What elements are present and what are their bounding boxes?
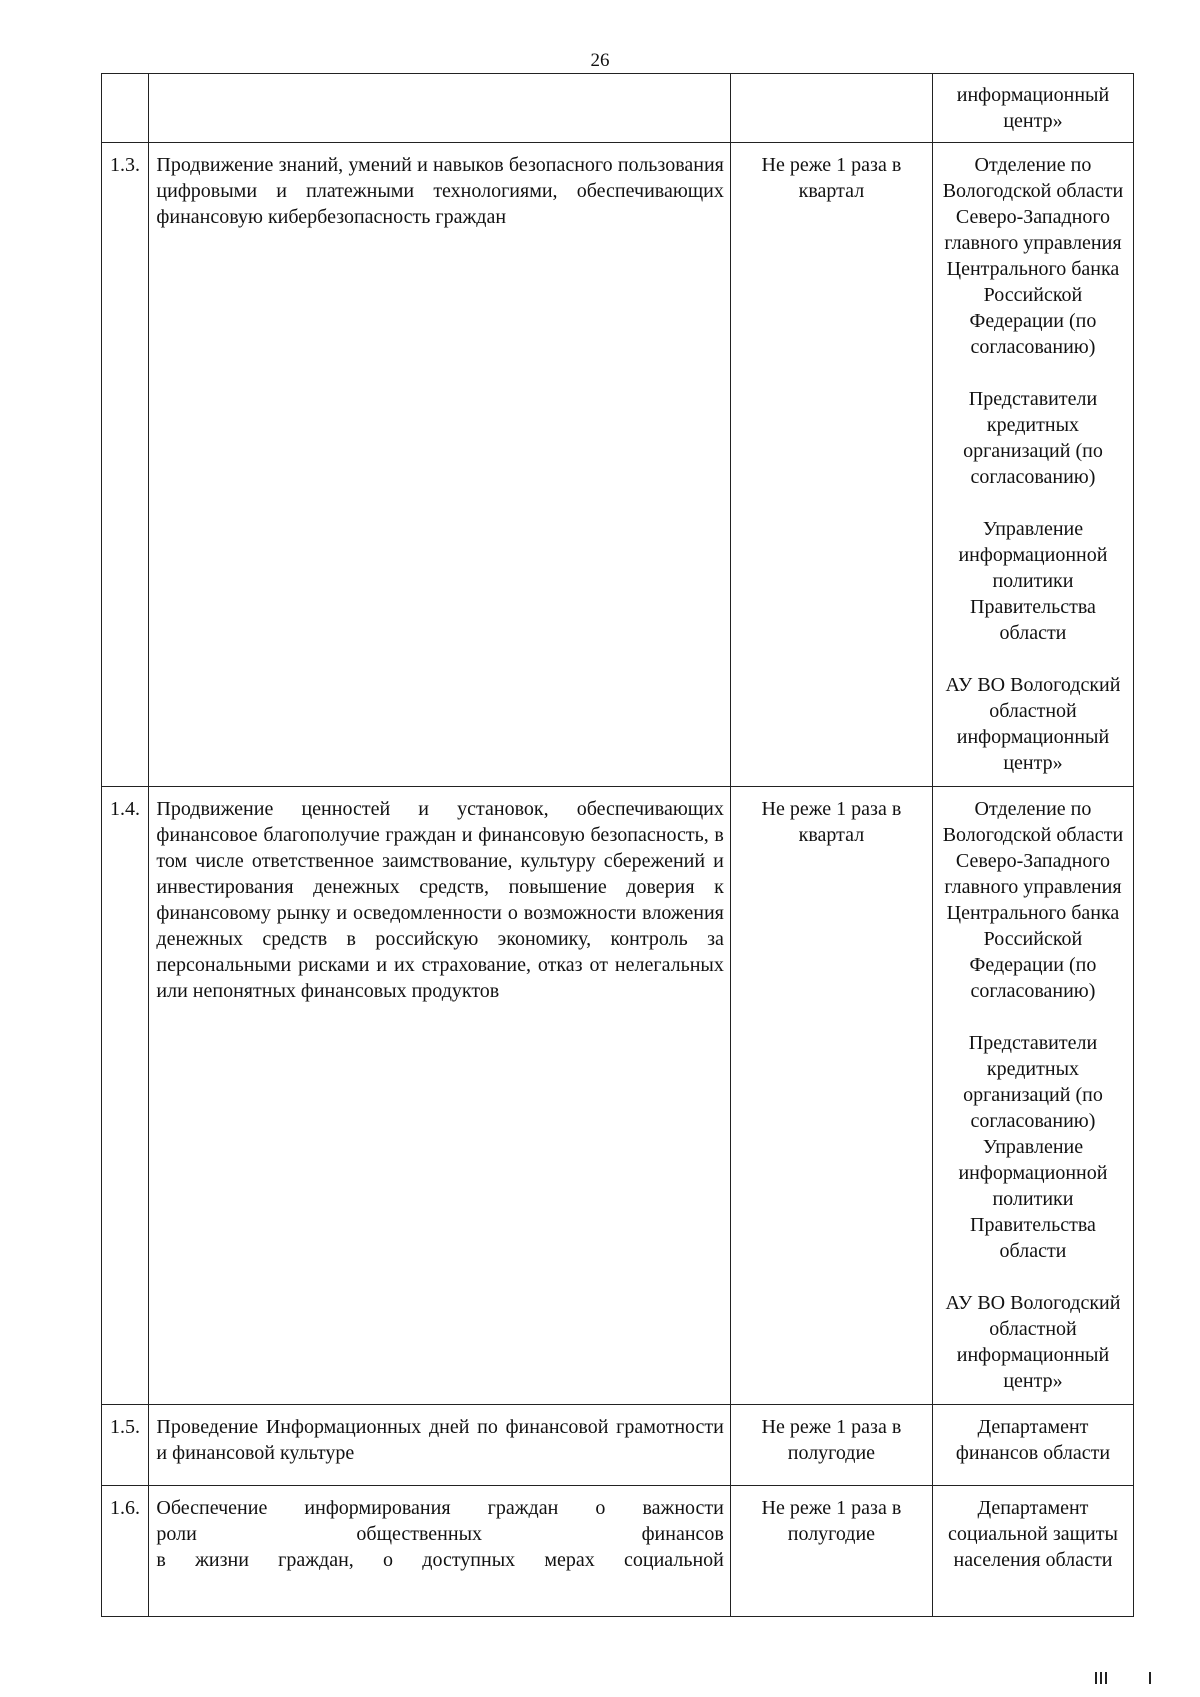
table-row-1-3 (102, 143, 1134, 787)
cell-number: 1.4. (102, 787, 149, 1405)
cell-frequency: Не реже 1 раза в полугодие (730, 1405, 932, 1486)
cell-description (149, 1486, 730, 1617)
description-line: Обеспечение информирования граждан о важности (156, 1497, 724, 1519)
responsible-party: Отделение по Вологодской области Северо-Западного главного управления Центрального банка Российской Федерации (по согласованию) (942, 154, 1124, 358)
cell-responsible (932, 1486, 1133, 1617)
table-row-1-4 (102, 787, 1134, 1405)
cell-description: Продвижение знаний, умений и навыков безопасного пользования цифровыми и платежными технологиями, обеспечивающих финансовую кибербезопасность граждан (149, 143, 730, 787)
responsible-party: Управление информационной политики Правительства области (958, 518, 1108, 644)
responsible-party: информационный центр» (956, 84, 1110, 132)
cell-frequency (730, 74, 932, 143)
cell-frequency: Не реже 1 раза в квартал (730, 143, 932, 787)
responsible-party: Представители кредитных организаций (по согласованию) (963, 1032, 1103, 1132)
plan-table (101, 73, 1134, 1617)
cell-frequency: Не реже 1 раза в квартал (730, 787, 932, 1405)
responsible-party: Представители кредитных организаций (по согласованию) (963, 388, 1103, 488)
cell-number: 1.5. (102, 1405, 149, 1486)
responsible-party: АУ ВО Вологодский областной информационный центр» (945, 674, 1121, 774)
cell-description: Проведение Информационных дней по финансовой грамотности и финансовой культуре (149, 1405, 730, 1486)
cell-number (102, 74, 149, 143)
table-row-continuation (102, 74, 1134, 143)
table-row-1-5 (102, 1405, 1134, 1486)
scan-marks (1095, 1672, 1155, 1686)
scan-mark (1105, 1672, 1107, 1684)
description-line: в жизни граждан, о доступных мерах социальной (156, 1549, 724, 1571)
responsible-party: Отделение по Вологодской области Северо-Западного главного управления Центрального банка Российской Федерации (по согласованию) (942, 798, 1124, 1002)
cell-frequency: Не реже 1 раза в полугодие (730, 1486, 932, 1617)
scan-mark (1095, 1672, 1097, 1684)
responsible-party: Департамент социальной защиты населения области (948, 1497, 1118, 1571)
cell-responsible (932, 143, 1133, 787)
table-row-1-6 (102, 1486, 1134, 1617)
scan-mark (1149, 1672, 1151, 1684)
cell-number: 1.3. (102, 143, 149, 787)
cell-responsible (932, 787, 1133, 1405)
cell-description (149, 74, 730, 143)
description-line: роли общественных финансов (156, 1523, 724, 1545)
responsible-party: АУ ВО Вологодский областной информационный центр» (945, 1292, 1121, 1392)
cell-number: 1.6. (102, 1486, 149, 1617)
responsible-party: Департамент финансов области (955, 1416, 1111, 1464)
cell-description: Продвижение ценностей и установок, обеспечивающих финансовое благополучие граждан и финансовую безопасность, в том числе ответственное заимствование, культуру сбережений и инвестирования денежных средств, повышение доверия к финансовому рынку и осведомленности о возможности вложения денежных средств в российскую экономику, контроль за персональными рисками и их страхование, отказ от нелегальных или непонятных финансовых продуктов (149, 787, 730, 1405)
responsible-party: Управление информационной политики Правительства области (958, 1136, 1108, 1262)
cell-responsible (932, 74, 1133, 143)
cell-responsible (932, 1405, 1133, 1486)
scan-mark (1100, 1672, 1102, 1684)
page-number: 26 (590, 50, 610, 71)
